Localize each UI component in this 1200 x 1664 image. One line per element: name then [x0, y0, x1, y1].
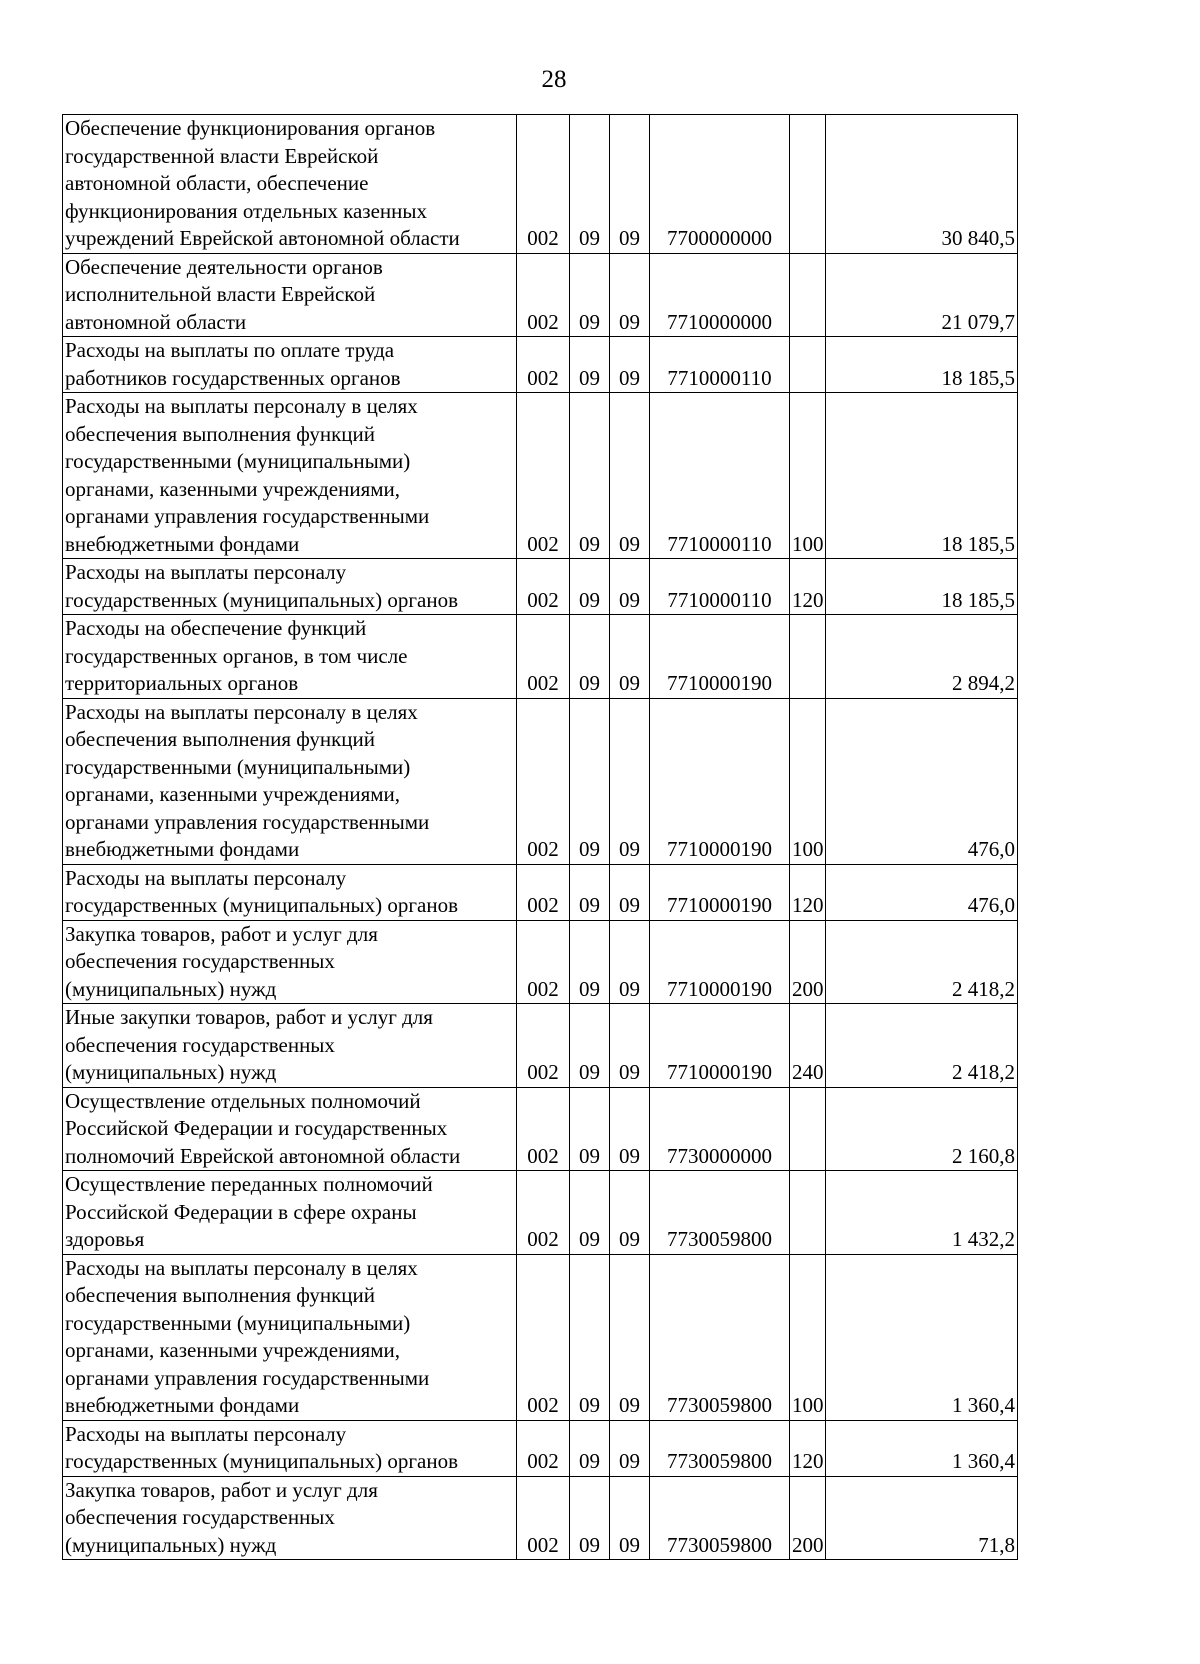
subsection-code: 09: [610, 253, 650, 337]
table-body: [63, 115, 1018, 1560]
expense-type-code: 100: [790, 1254, 826, 1420]
target-item-code: 7710000190: [650, 920, 790, 1004]
amount: 21 079,7: [826, 253, 1018, 337]
section-code: 09: [570, 559, 610, 615]
department-code: 002: [517, 1004, 570, 1088]
amount: 476,0: [826, 698, 1018, 864]
section-code: 09: [570, 253, 610, 337]
target-item-code: 7710000110: [650, 559, 790, 615]
expense-name: Расходы на выплаты персоналу государственных (муниципальных) органов: [63, 1420, 517, 1476]
amount: 71,8: [826, 1476, 1018, 1560]
table-row: [63, 698, 1018, 864]
department-code: 002: [517, 920, 570, 1004]
subsection-code: 09: [610, 1004, 650, 1088]
amount: 2 418,2: [826, 920, 1018, 1004]
expense-name: Расходы на выплаты персоналу государственных (муниципальных) органов: [63, 559, 517, 615]
section-code: 09: [570, 1087, 610, 1171]
section-code: 09: [570, 337, 610, 393]
expense-type-code: 200: [790, 920, 826, 1004]
amount: 1 360,4: [826, 1254, 1018, 1420]
department-code: 002: [517, 864, 570, 920]
amount: 2 418,2: [826, 1004, 1018, 1088]
table-row: [63, 393, 1018, 559]
table-row: [63, 337, 1018, 393]
amount: 476,0: [826, 864, 1018, 920]
subsection-code: 09: [610, 1420, 650, 1476]
target-item-code: 7730059800: [650, 1420, 790, 1476]
subsection-code: 09: [610, 1476, 650, 1560]
target-item-code: 7730059800: [650, 1254, 790, 1420]
expense-type-code: [790, 1171, 826, 1255]
expense-name: Обеспечение деятельности органов исполнительной власти Еврейской автономной области: [63, 253, 517, 337]
table-row: [63, 1476, 1018, 1560]
expense-name: Осуществление переданных полномочий Российской Федерации в сфере охраны здоровья: [63, 1171, 517, 1255]
department-code: 002: [517, 1171, 570, 1255]
table-row: [63, 864, 1018, 920]
target-item-code: 7700000000: [650, 115, 790, 254]
expense-type-code: [790, 615, 826, 699]
subsection-code: 09: [610, 864, 650, 920]
expense-name: Закупка товаров, работ и услуг для обеспечения государственных (муниципальных) нужд: [63, 1476, 517, 1560]
department-code: 002: [517, 115, 570, 254]
subsection-code: 09: [610, 559, 650, 615]
table-row: [63, 1004, 1018, 1088]
expense-type-code: 240: [790, 1004, 826, 1088]
target-item-code: 7710000000: [650, 253, 790, 337]
table-row: [63, 1087, 1018, 1171]
target-item-code: 7710000110: [650, 393, 790, 559]
amount: 30 840,5: [826, 115, 1018, 254]
expense-name: Обеспечение функционирования органов государственной власти Еврейской автономной области, обеспечение функционирования отдельных казенных учреждений Еврейской автономной области: [63, 115, 517, 254]
table-row: [63, 1254, 1018, 1420]
expense-name: Закупка товаров, работ и услуг для обеспечения государственных (муниципальных) нужд: [63, 920, 517, 1004]
amount: 18 185,5: [826, 559, 1018, 615]
target-item-code: 7710000110: [650, 337, 790, 393]
expense-type-code: [790, 253, 826, 337]
target-item-code: 7730059800: [650, 1171, 790, 1255]
section-code: 09: [570, 393, 610, 559]
expense-type-code: 200: [790, 1476, 826, 1560]
department-code: 002: [517, 1254, 570, 1420]
target-item-code: 7710000190: [650, 615, 790, 699]
amount: 1 360,4: [826, 1420, 1018, 1476]
section-code: 09: [570, 864, 610, 920]
section-code: 09: [570, 115, 610, 254]
expense-name: Расходы на выплаты персоналу в целях обеспечения выполнения функций государственными (муниципальными) органами, казенными учреждениями, органами управления государственными внебюджетными фондами: [63, 1254, 517, 1420]
subsection-code: 09: [610, 920, 650, 1004]
section-code: 09: [570, 698, 610, 864]
table-row: [63, 1420, 1018, 1476]
expense-type-code: 100: [790, 393, 826, 559]
expense-type-code: 120: [790, 864, 826, 920]
table-row: [63, 253, 1018, 337]
table-row: [63, 1171, 1018, 1255]
department-code: 002: [517, 615, 570, 699]
section-code: 09: [570, 1171, 610, 1255]
expense-name: Расходы на выплаты персоналу в целях обеспечения выполнения функций государственными (муниципальными) органами, казенными учреждениями, органами управления государственными внебюджетными фондами: [63, 393, 517, 559]
subsection-code: 09: [610, 393, 650, 559]
expense-name: Расходы на выплаты по оплате труда работников государственных органов: [63, 337, 517, 393]
section-code: 09: [570, 615, 610, 699]
section-code: 09: [570, 1476, 610, 1560]
expense-type-code: 120: [790, 559, 826, 615]
subsection-code: 09: [610, 1171, 650, 1255]
department-code: 002: [517, 393, 570, 559]
table-row: [63, 920, 1018, 1004]
section-code: 09: [570, 920, 610, 1004]
department-code: 002: [517, 1476, 570, 1560]
department-code: 002: [517, 253, 570, 337]
amount: 18 185,5: [826, 393, 1018, 559]
page-number: 28: [541, 66, 567, 93]
target-item-code: 7710000190: [650, 698, 790, 864]
expense-type-code: [790, 115, 826, 254]
expense-type-code: 120: [790, 1420, 826, 1476]
section-code: 09: [570, 1004, 610, 1088]
target-item-code: 7730059800: [650, 1476, 790, 1560]
subsection-code: 09: [610, 1087, 650, 1171]
subsection-code: 09: [610, 115, 650, 254]
amount: 18 185,5: [826, 337, 1018, 393]
section-code: 09: [570, 1254, 610, 1420]
department-code: 002: [517, 337, 570, 393]
amount: 2 894,2: [826, 615, 1018, 699]
expense-name: Расходы на выплаты персоналу государственных (муниципальных) органов: [63, 864, 517, 920]
expense-type-code: [790, 337, 826, 393]
target-item-code: 7710000190: [650, 1004, 790, 1088]
budget-table: [62, 114, 1018, 1560]
department-code: 002: [517, 1420, 570, 1476]
subsection-code: 09: [610, 615, 650, 699]
target-item-code: 7730000000: [650, 1087, 790, 1171]
subsection-code: 09: [610, 698, 650, 864]
section-code: 09: [570, 1420, 610, 1476]
amount: 1 432,2: [826, 1171, 1018, 1255]
subsection-code: 09: [610, 337, 650, 393]
subsection-code: 09: [610, 1254, 650, 1420]
table-row: [63, 559, 1018, 615]
expense-name: Расходы на обеспечение функций государственных органов, в том числе территориальных органов: [63, 615, 517, 699]
department-code: 002: [517, 559, 570, 615]
expense-name: Осуществление отдельных полномочий Российской Федерации и государственных полномочий Еврейской автономной области: [63, 1087, 517, 1171]
expense-type-code: [790, 1087, 826, 1171]
expense-name: Расходы на выплаты персоналу в целях обеспечения выполнения функций государственными (муниципальными) органами, казенными учреждениями, органами управления государственными внебюджетными фондами: [63, 698, 517, 864]
target-item-code: 7710000190: [650, 864, 790, 920]
department-code: 002: [517, 698, 570, 864]
department-code: 002: [517, 1087, 570, 1171]
expense-type-code: 100: [790, 698, 826, 864]
table-row: [63, 615, 1018, 699]
amount: 2 160,8: [826, 1087, 1018, 1171]
expense-name: Иные закупки товаров, работ и услуг для обеспечения государственных (муниципальных) нужд: [63, 1004, 517, 1088]
table-row: [63, 115, 1018, 254]
